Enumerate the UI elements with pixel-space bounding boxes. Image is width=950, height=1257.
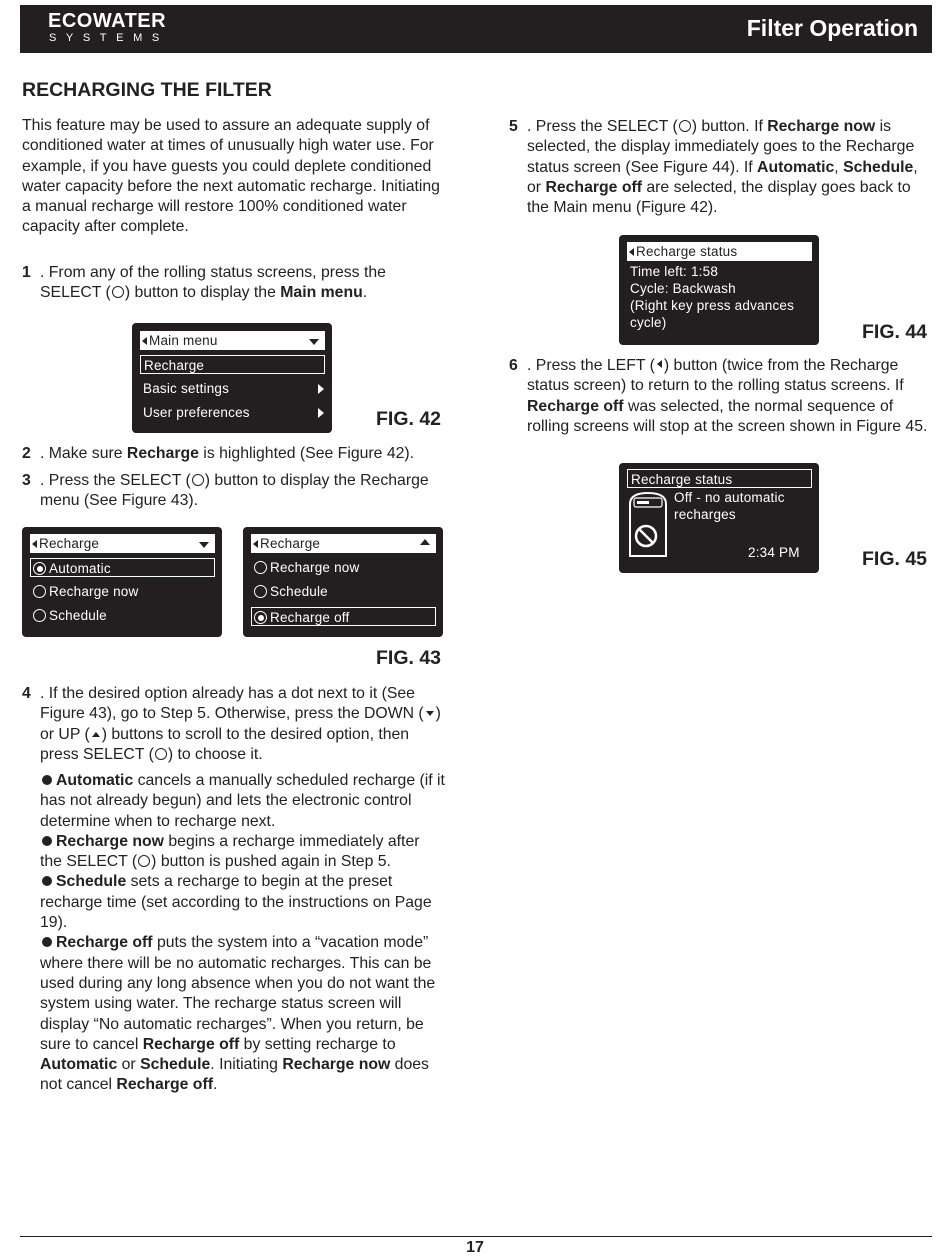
down-arrow-icon bbox=[199, 542, 209, 548]
bullet-icon bbox=[42, 775, 52, 785]
select-button-icon bbox=[192, 474, 204, 486]
up-arrow-icon bbox=[92, 732, 100, 737]
page-header bbox=[20, 5, 932, 53]
step-2: 2 . Make sure Recharge is highlighted (See Figure 42). bbox=[22, 445, 415, 462]
select-button-icon bbox=[679, 120, 691, 132]
bullet-icon bbox=[42, 937, 52, 947]
cycle: Cycle: Backwash bbox=[630, 281, 736, 296]
fig43-screen-right bbox=[243, 527, 443, 637]
time-left: Time left: 1:58 bbox=[630, 264, 719, 279]
brand-subtitle: SYSTEMS bbox=[49, 32, 169, 44]
fig44-screen bbox=[619, 235, 819, 345]
radio-icon bbox=[254, 585, 267, 598]
option-automatic: Automatic bbox=[30, 558, 215, 577]
bullet-schedule: Schedule sets a recharge to begin at the preset recharge time (set according to the instructions on Page 19). bbox=[40, 873, 432, 932]
clock-time: 2:34 PM bbox=[748, 545, 800, 560]
select-button-icon bbox=[155, 748, 167, 760]
screen-header: Recharge status bbox=[627, 242, 812, 261]
menu-item-basic-settings: Basic settings bbox=[140, 379, 328, 398]
option-schedule: Schedule bbox=[30, 606, 218, 625]
screen-header: Recharge bbox=[251, 534, 436, 553]
right-arrow-icon bbox=[318, 384, 324, 394]
intro-paragraph: This feature may be used to assure an adequate supply of conditioned water at times of unusually high water use. For example, if you have guests you could deplete conditioned water capacity before the next automatic recharge. Initiating a manual recharge will restore 100% conditioned water capacity after complete. bbox=[22, 117, 440, 236]
section-title: Filter Operation bbox=[746, 15, 918, 41]
option-schedule: Schedule bbox=[251, 582, 439, 601]
radio-selected-icon bbox=[254, 611, 267, 624]
softener-icon bbox=[626, 490, 670, 560]
step-1: 1 . From any of the rolling status screens, press the SELECT ( ) button to display the Main menu. bbox=[22, 264, 386, 302]
bullet-recharge-off: Recharge off puts the system into a “vacation mode” where there will be no automatic recharges. This can be used during any long absence when you do not want the system using water. The recharge status screen will display “No automatic recharges”. When you return, be sure to cancel Recharge off by setting recharge to Automatic or Schedule. Initiating Recharge now does not cancel Recharge off. bbox=[40, 934, 436, 1094]
step-number: 1 bbox=[22, 264, 31, 281]
step-5: 5 . Press the SELECT ( ) button. If Recharge now is selected, the display immediately goes to the Recharge status screen (See Figure 44). If Automatic, Schedule, or Recharge off are selected, the display goes back to the Main menu (Figure 42). bbox=[509, 118, 918, 217]
option-recharge-now: Recharge now bbox=[30, 582, 218, 601]
fig45-label: FIG. 45 bbox=[862, 548, 928, 570]
radio-icon bbox=[33, 609, 46, 622]
down-arrow-icon bbox=[426, 711, 434, 716]
step-6: 6 . Press the LEFT ( ) button (twice from the Recharge status screen) to return to the rolling status screens. If Recharge off was selected, the normal sequence of rolling screens will stop at the screen shown in Figure 45. bbox=[509, 357, 928, 435]
option-recharge-off: Recharge off bbox=[251, 607, 436, 626]
left-arrow-icon bbox=[629, 248, 634, 256]
screen-header: Recharge bbox=[30, 534, 215, 553]
bullet-automatic: Automatic cancels a manually scheduled recharge (if it has not already begun) and lets the electronic control determine when to recharge next. bbox=[40, 772, 445, 830]
step-4: 4 . If the desired option already has a dot next to it (See Figure 43), go to Step 5. Otherwise, press the DOWN ( ) or UP ( ) buttons to scroll to the desired option, then press SELECT ( ) to choose it. bbox=[22, 685, 441, 763]
left-arrow-icon bbox=[657, 360, 662, 368]
bullet-icon bbox=[42, 876, 52, 886]
fig43-screen-left bbox=[22, 527, 222, 637]
page-number: 17 bbox=[466, 1239, 484, 1256]
left-arrow-icon bbox=[142, 337, 147, 345]
fig45-screen bbox=[619, 463, 819, 573]
left-arrow-icon bbox=[32, 540, 37, 548]
bullet-recharge-now: Recharge now begins a recharge immediately after the SELECT ( ) button is pushed again in Step 5. bbox=[40, 832, 420, 871]
footer-rule bbox=[20, 1236, 932, 1237]
hint-line-2: cycle) bbox=[630, 315, 667, 330]
left-arrow-icon bbox=[253, 540, 258, 548]
brand-logo bbox=[48, 11, 169, 45]
hint-line-1: (Right key press advances bbox=[630, 298, 795, 313]
select-button-icon bbox=[138, 855, 150, 867]
brand-name: ECOWATER bbox=[48, 10, 167, 32]
radio-selected-icon bbox=[33, 562, 46, 575]
status-message-line-2: recharges bbox=[674, 507, 736, 522]
fig44-label: FIG. 44 bbox=[862, 321, 928, 343]
screen-header: Main menu bbox=[140, 331, 325, 350]
fig43-label: FIG. 43 bbox=[376, 647, 442, 669]
right-arrow-icon bbox=[318, 408, 324, 418]
menu-item-recharge: Recharge bbox=[140, 355, 325, 374]
bullet-icon bbox=[42, 836, 52, 846]
menu-item-user-preferences: User preferences bbox=[140, 403, 328, 422]
select-button-icon bbox=[112, 286, 124, 298]
screen-header: Recharge status bbox=[627, 469, 812, 488]
bullet-list bbox=[40, 771, 445, 1096]
page-title: RECHARGING THE FILTER bbox=[22, 79, 272, 101]
radio-icon bbox=[33, 585, 46, 598]
step-3: 3 . Press the SELECT ( ) button to display the Recharge menu (See Figure 43). bbox=[22, 472, 429, 510]
fig42-label: FIG. 42 bbox=[376, 408, 442, 430]
down-arrow-icon bbox=[309, 339, 319, 345]
up-arrow-icon bbox=[420, 539, 430, 545]
fig42-screen bbox=[132, 323, 332, 433]
option-recharge-now: Recharge now bbox=[251, 558, 439, 577]
status-message-line-1: Off - no automatic bbox=[674, 490, 785, 505]
radio-icon bbox=[254, 561, 267, 574]
